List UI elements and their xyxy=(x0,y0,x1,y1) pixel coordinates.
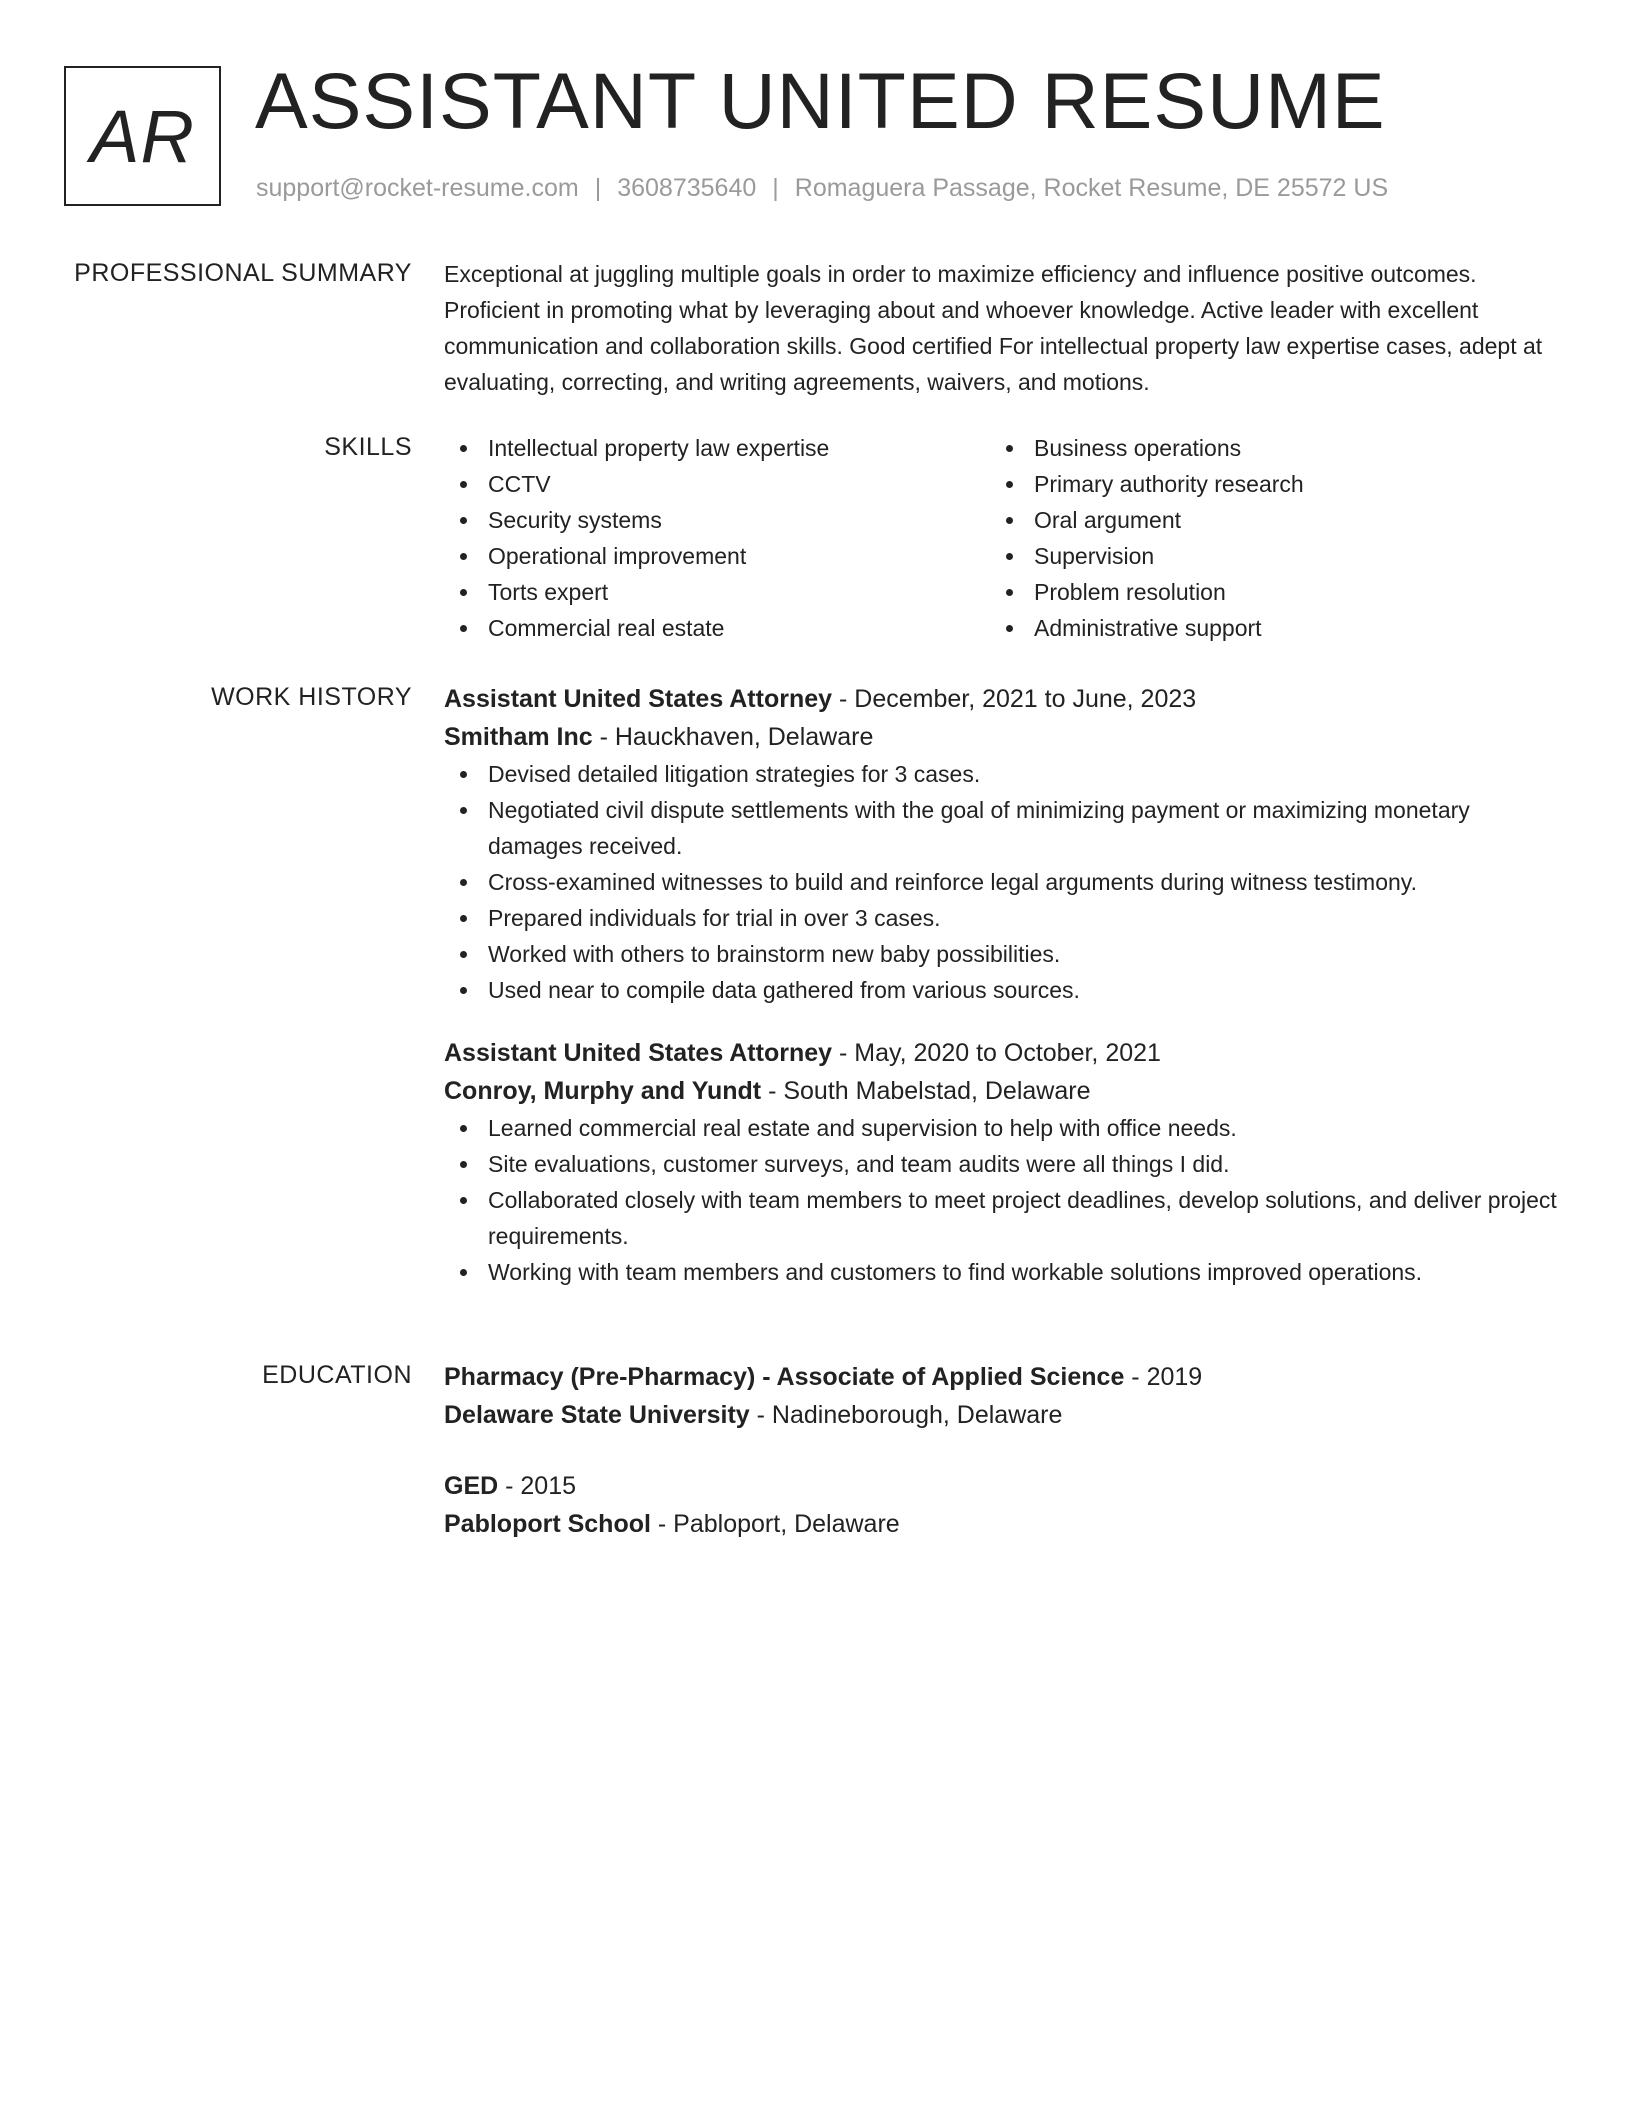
skill-item: Supervision xyxy=(990,538,1304,574)
contact-address: Romaguera Passage, Rocket Resume, DE 25572 US xyxy=(794,174,1389,202)
job-company-line xyxy=(444,718,1564,756)
job-company: Smitham Inc xyxy=(444,723,593,751)
section-label-work-history: WORK HISTORY xyxy=(211,683,412,711)
job-bullet: Worked with others to brainstorm new baby possibilities. xyxy=(444,936,1564,972)
degree: Pharmacy (Pre-Pharmacy) - Associate of Applied Science xyxy=(444,1363,1125,1391)
contact-separator: | xyxy=(594,174,602,202)
skill-item: Primary authority research xyxy=(990,466,1304,502)
work-history-body xyxy=(444,680,1564,1290)
job-bullet-list xyxy=(444,1110,1564,1290)
contact-email: support@rocket-resume.com xyxy=(256,174,579,202)
job-bullet: Prepared individuals for trial in over 3 cases. xyxy=(444,900,1564,936)
job-title-line xyxy=(444,680,1564,718)
skill-item: Oral argument xyxy=(990,502,1304,538)
job-bullet: Negotiated civil dispute settlements with the goal of minimizing payment or maximizing monetary damages received. xyxy=(444,792,1564,864)
skill-item: Administrative support xyxy=(990,610,1304,646)
contact-line xyxy=(256,174,1388,203)
skill-item: CCTV xyxy=(444,466,829,502)
job-title-line xyxy=(444,1034,1564,1072)
degree-line xyxy=(444,1358,1564,1396)
job-title: Assistant United States Attorney xyxy=(444,1039,833,1067)
summary-body xyxy=(444,256,1564,400)
job-company: Conroy, Murphy and Yundt xyxy=(444,1077,762,1105)
school-location: - Nadineborough, Delaware xyxy=(749,1401,1063,1429)
contact-phone: 3608735640 xyxy=(617,174,757,202)
job-company-line xyxy=(444,1072,1564,1110)
job-location: - South Mabelstad, Delaware xyxy=(761,1077,1091,1105)
job-bullet: Collaborated closely with team members to meet project deadlines, develop solutions, and deliver project requirements. xyxy=(444,1182,1564,1254)
skill-item: Problem resolution xyxy=(990,574,1304,610)
skill-item: Intellectual property law expertise xyxy=(444,430,829,466)
school-line xyxy=(444,1396,1564,1434)
school-name: Delaware State University xyxy=(444,1401,750,1429)
section-label-education: EDUCATION xyxy=(262,1361,412,1389)
skill-item: Operational improvement xyxy=(444,538,829,574)
contact-separator: | xyxy=(772,174,779,202)
job-entry xyxy=(444,1034,1564,1290)
skills-list-right xyxy=(990,430,1304,646)
degree: GED xyxy=(444,1472,499,1500)
job-entry xyxy=(444,680,1564,1008)
skill-item: Commercial real estate xyxy=(444,610,829,646)
education-body xyxy=(444,1358,1564,1543)
education-entry xyxy=(444,1358,1564,1434)
section-label-summary: PROFESSIONAL SUMMARY xyxy=(74,259,412,287)
skill-item: Business operations xyxy=(990,430,1304,466)
section-label-skills: SKILLS xyxy=(324,433,412,461)
job-dates: - December, 2021 to June, 2023 xyxy=(832,685,1197,713)
job-location: - Hauckhaven, Delaware xyxy=(592,723,874,751)
school-line xyxy=(444,1505,1564,1543)
job-bullet: Working with team members and customers to find workable solutions improved operations. xyxy=(444,1254,1564,1290)
job-bullet-list xyxy=(444,756,1564,1008)
resume-name: ASSISTANT UNITED RESUME xyxy=(255,56,1386,145)
monogram-initials: AR xyxy=(90,94,195,178)
degree-line xyxy=(444,1467,1564,1505)
school-location: - Pabloport, Delaware xyxy=(650,1510,900,1538)
summary-text: Exceptional at juggling multiple goals in order to maximize efficiency and influence positive outcomes. Proficient in promoting what by leveraging about and whoever knowledge. Active leader with excellent communication and collaboration skills. Good certified For intellectual property law expertise cases, adept at evaluating, correcting, and writing agreements, waivers, and motions. xyxy=(444,261,1543,395)
job-bullet: Site evaluations, customer surveys, and team audits were all things I did. xyxy=(444,1146,1564,1182)
job-dates: - May, 2020 to October, 2021 xyxy=(832,1039,1161,1067)
degree-year: - 2019 xyxy=(1124,1363,1203,1391)
job-bullet: Cross-examined witnesses to build and reinforce legal arguments during witness testimony. xyxy=(444,864,1564,900)
job-bullet: Devised detailed litigation strategies for 3 cases. xyxy=(444,756,1564,792)
monogram-badge xyxy=(64,66,221,206)
skills-list-left xyxy=(444,430,829,646)
job-title: Assistant United States Attorney xyxy=(444,685,833,713)
job-bullet: Learned commercial real estate and supervision to help with office needs. xyxy=(444,1110,1564,1146)
degree-year: - 2015 xyxy=(498,1472,577,1500)
skill-item: Torts expert xyxy=(444,574,829,610)
skill-item: Security systems xyxy=(444,502,829,538)
school-name: Pabloport School xyxy=(444,1510,651,1538)
education-entry xyxy=(444,1467,1564,1543)
job-bullet: Used near to compile data gathered from various sources. xyxy=(444,972,1564,1008)
